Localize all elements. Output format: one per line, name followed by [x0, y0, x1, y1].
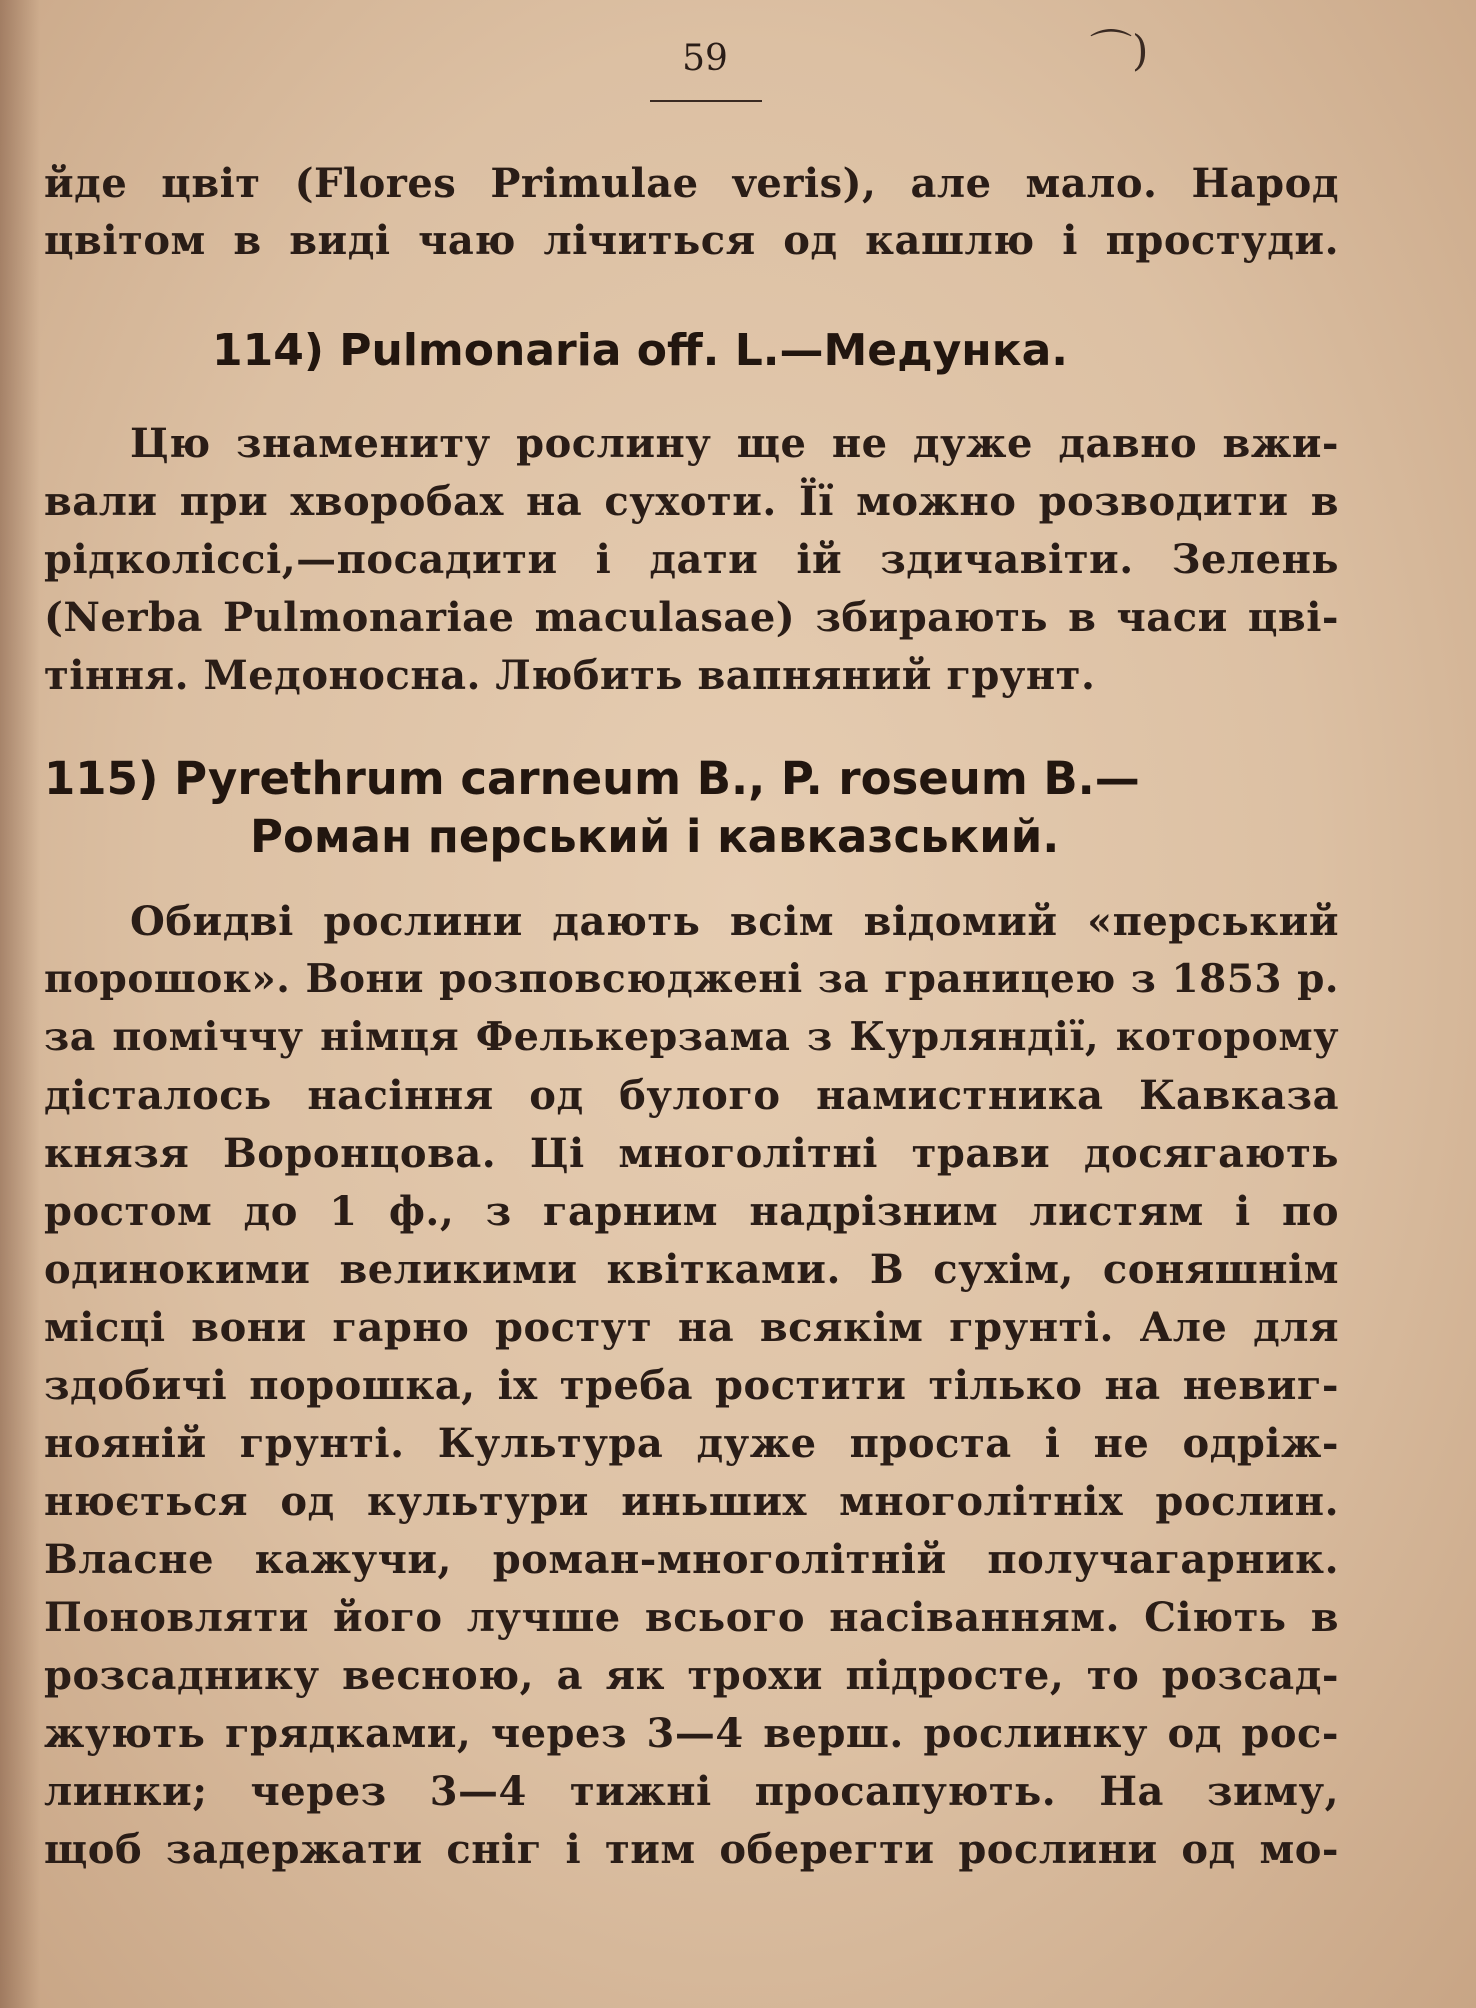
text-line: місці вони гарно ростут на всякім грунті. Але для	[44, 1304, 1339, 1351]
text-line: здобичі порошка, іх треба ростити тілько на невиг-	[44, 1362, 1339, 1409]
text-line: розсаднику весною, а як трохи підросте, то розсад-	[44, 1652, 1339, 1699]
page-edge-shadow	[0, 0, 40, 2008]
text-line: щоб задержати сніг і тим оберегти рослини од мо-	[44, 1826, 1339, 1873]
text-line: князя Воронцова. Ці многолітні трави досягають	[44, 1130, 1339, 1177]
section-114-heading: 114) Pulmonaria off. L.—Медунка.	[212, 325, 1068, 376]
section-115-heading-line1: 115) Pyrethrum carneum B., P. roseum B.—	[44, 752, 1140, 805]
text-line: нояній грунті. Культура дуже проста і не одріж-	[44, 1420, 1339, 1467]
text-line: тіння. Медоносна. Любить вапняний грунт.	[44, 652, 1096, 699]
text-line: Обидві рослини дають всім відомий «перський	[130, 898, 1339, 945]
text-line: жують грядками, через 3—4 верш. рослинку од рос-	[44, 1710, 1339, 1757]
text-line: вали при хворобах на сухоти. Її можно розводити в	[44, 478, 1339, 525]
text-line: Власне кажучи, роман-многолітній получагарник.	[44, 1536, 1339, 1583]
text-line: порошок». Вони розповсюджені за границею з 1853 р.	[44, 956, 1339, 1002]
text-line: за поміччу німця Фелькерзама з Курляндії, которому	[44, 1014, 1339, 1060]
text-line: цвітом в виді чаю лічиться од кашлю і простуди.	[44, 217, 1339, 264]
text-line: йде цвіт (Flores Primulae veris), але мало. Народ	[44, 160, 1339, 207]
text-line: нюється од культури иньших многолітніх рослин.	[44, 1478, 1339, 1525]
text-line: Поновляти його лучше всього насіванням. Сіють в	[44, 1594, 1339, 1641]
text-line: линки; через 3—4 тижні просапують. На зиму,	[44, 1768, 1339, 1815]
text-line: (Nerba Pulmonariae maculasae) збирають в часи цві-	[44, 594, 1339, 641]
text-line: одинокими великими квітками. В сухім, соняшнім	[44, 1246, 1339, 1293]
text-line: ростом до 1 ф., з гарним надрізним листям і по	[44, 1188, 1339, 1235]
corner-pencil-mark: ⌒)	[1090, 26, 1149, 75]
text-line: дісталось насіння од булого намистника Кавказа	[44, 1072, 1339, 1119]
text-line: рідколіссі,—посадити і дати ій здичавіти. Зелень	[44, 536, 1339, 583]
section-115-heading-line2: Роман перський і кавказський.	[250, 810, 1060, 863]
page-number-rule	[650, 100, 762, 102]
text-line: Цю знамениту рослину ще не дуже давно вжи-	[130, 420, 1339, 467]
page-number: 59	[682, 38, 728, 79]
